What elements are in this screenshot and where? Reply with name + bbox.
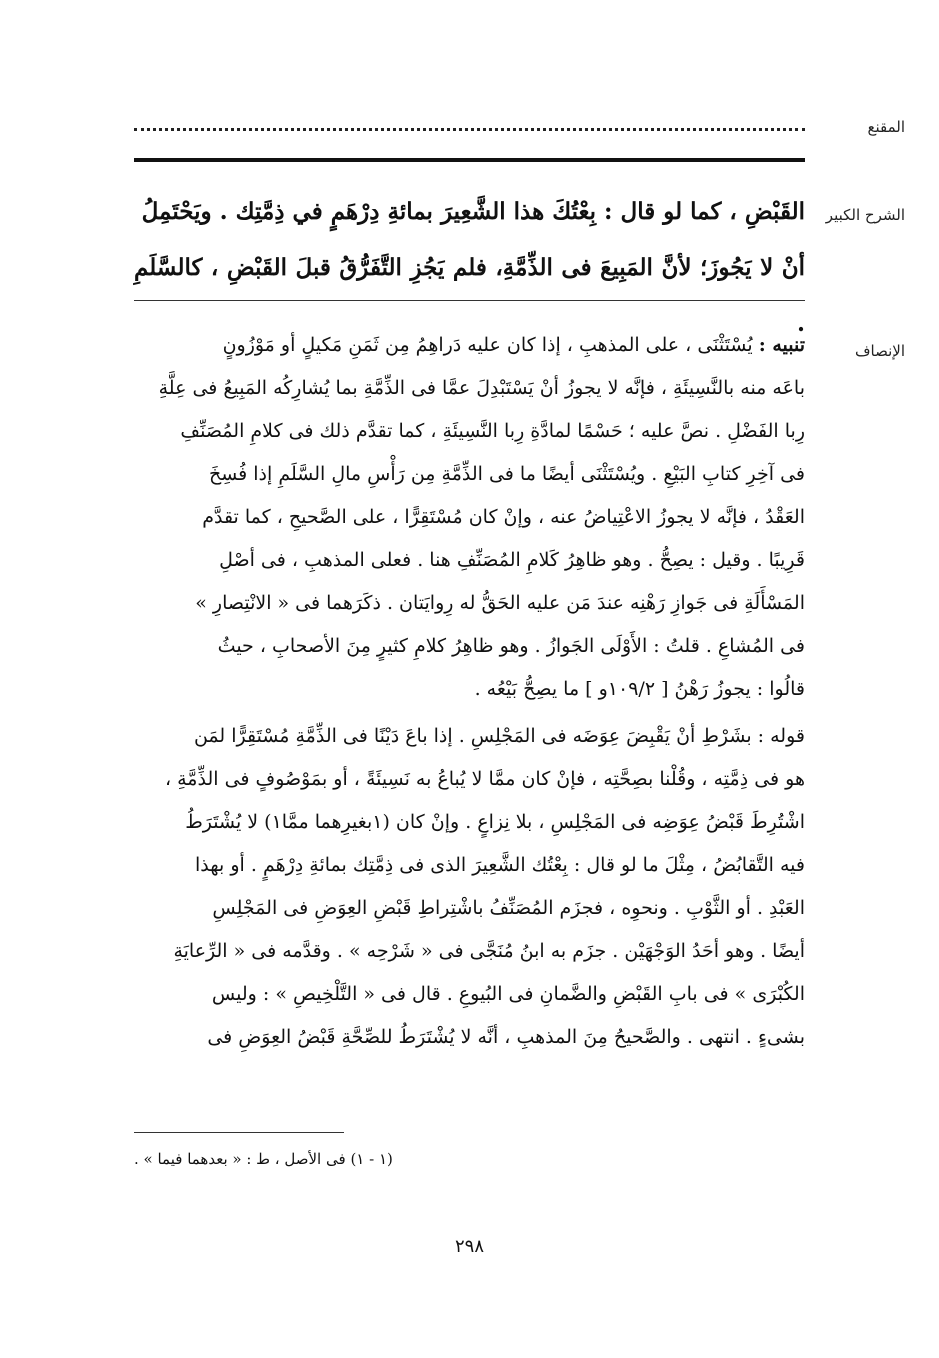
tanbih-lead: تنبيه : bbox=[758, 334, 805, 356]
sharh-line: القَبْضِ ، كما لو قال : بِعْتُكَ هذا الشَّعِيرَ بمائةِ دِرْهَمٍ في ذِمَّتِك . ويَحْتَمِلُ bbox=[141, 198, 805, 225]
insaf-text-block bbox=[134, 324, 805, 1059]
insaf-line: هو فى ذِمَّتِه ، وقُلْنا بصِحَّتِه ، فإنْ كان ممَّا لا يُباعُ به نَسِيئَةً ، أو بمَوْصُوفٍ فى الذِّمَّةِ ، bbox=[164, 768, 805, 790]
header-dotted-rule bbox=[134, 128, 805, 131]
insaf-line: قالُوا : يجوزُ رَهْنُ [ ١٠٩/٢و ] ما يصِحُّ بَيْعُه . bbox=[474, 678, 805, 700]
header-book-label: المقنع bbox=[867, 118, 905, 136]
page-number: ٢٩٨ bbox=[454, 1236, 484, 1257]
insaf-line: العَبْدِ . أو الثَّوْبِ . ونحوِه ، فجزَم المُصَنِّفُ باشْتِراطِ قَبْضِ العِوَضِ فى المَجْلِسِ bbox=[212, 897, 805, 919]
insaf-line: الكُبْرَى » فى بابِ القَبْضِ والضَّمانِ فى البُيوعِ . قال فى « التَّلْخِيصِ » : وليس bbox=[211, 983, 805, 1005]
insaf-paragraph-2 bbox=[134, 715, 805, 1059]
sharh-label: الشرح الكبير bbox=[825, 206, 905, 224]
section-divider bbox=[134, 300, 805, 301]
footnote-text: (١ - ١) فى الأصل ، ط : « بعدهما فيما » . bbox=[134, 1150, 393, 1168]
insaf-line: اشْتُرِطَ قَبْضُ عِوَضِه فى المَجْلِسِ ، بلا نِزاعٍ . وإنْ كان (١بغيرِهما ممَّا١) لا يُشْتَرَطُ bbox=[185, 811, 805, 833]
insaf-line: العَقْدُ ، فإنَّه لا يجوزُ الاعْتِياضُ عنه ، وإنْ كان مُسْتَقِرًّا ، على الصَّحيحِ ، كما تقدَّم bbox=[202, 506, 805, 528]
insaf-line: المَسْأَلَةِ فى جَوازِ رَهْنِه عندَ مَن عليه الحَقُّ له رِوايَتان . ذكَرَهما فى « الانْتِصارِ » bbox=[195, 592, 805, 614]
insaf-line bbox=[134, 324, 805, 367]
footnote-rule bbox=[134, 1132, 344, 1133]
insaf-label: الإنصاف bbox=[854, 342, 905, 360]
insaf-line: رِبا الفَضْلِ . نصَّ عليه ؛ حَسْمًا لمادَّةِ رِبا النَّسِيئَةِ ، كما تقدَّم ذلك فى كلامِ المُصَنِّفِ bbox=[180, 420, 805, 442]
footnote bbox=[134, 1150, 805, 1168]
insaf-line: فى المُشاعِ . قلتُ : الأَوْلَى الجَوازُ . وهو ظاهِرُ كلامِ كثيرٍ مِنَ الأصحابِ ، حيثُ bbox=[217, 635, 805, 657]
insaf-line-text: يُسْتَثْنَى ، على المذهبِ ، إذا كان عليه دَراهِمُ مِن ثَمَنِ مَكيلٍ أو مَوْزُونٍ bbox=[222, 334, 753, 356]
sharh-line: أنْ لا يَجُوزَ؛ لأنَّ المَبِيعَ فى الذِّمَّةِ، فلم يَجُزِ التَّفَرُّقُ قبلَ القَبْضِ ، كالسَّلَمِ . bbox=[134, 254, 805, 337]
insaf-line: أيضًا . وهو أحَدُ الوَجْهَيْن . جزَم به ابنُ مُنَجَّى فى « شَرْحِه » . وقدَّمه فى « الرِّعايَةِ bbox=[173, 940, 805, 962]
insaf-line: فيه التَّقابُضُ ، مِثْلَ ما لو قال : بِعْتُك الشَّعِيرَ الذى فى ذِمَّتِك بمائةِ دِرْهَمٍ . أو بهذا bbox=[195, 854, 805, 876]
insaf-line: قَرِيبًا . وقيل : يصِحُّ . وهو ظاهِرُ كَلامِ المُصَنِّفِ هنا . فعلى المذهبِ ، فى أصْلِ bbox=[219, 549, 805, 571]
insaf-line: قوله : بشَرْطِ أنْ يَقْبِضَ عِوَضَه فى المَجْلِسِ . إذا باعَ دَيْنًا فى الذِّمَّةِ مُسْتَقِرًّا لمَن bbox=[193, 725, 805, 747]
insaf-line: باعَه منه بالنَّسِيئَةِ ، فإنَّه لا يجوزُ أنْ يَسْتَبْدِلَ عمَّا فى الذِّمَّةِ بما يُشارِكُه المَبِيعُ فى عِلَّةِ bbox=[158, 377, 805, 399]
insaf-line: بشىءٍ . انتهى . والصَّحيحُ مِنَ المذهبِ ، أنَّه لا يُشْتَرَطُ للصِّحَّةِ قَبْضُ العِوَضِ فى bbox=[207, 1026, 805, 1048]
insaf-line: فى آخِرِ كتابِ البَيْعِ . ويُسْتَثْنَى أيضًا ما فى الذِّمَّةِ مِن رَأْسِ مالِ السَّلَمِ إذا فُسِخَ bbox=[208, 463, 805, 485]
header-thick-rule bbox=[134, 158, 805, 162]
